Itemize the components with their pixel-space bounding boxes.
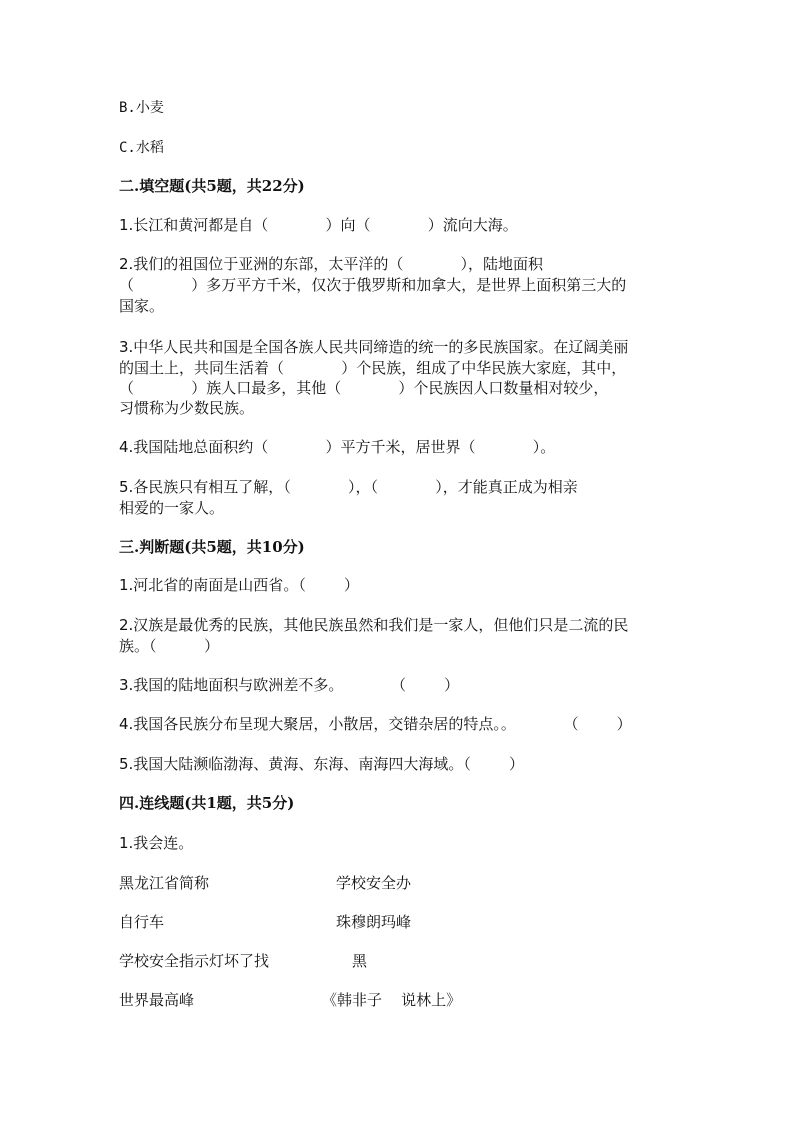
- matching-left-item: 自行车: [119, 913, 165, 931]
- fill-question-5-line-1: 5.各民族只有相互了解，（ ），（ ），才能真正成为相亲: [119, 478, 578, 496]
- option-c: C.水稻: [119, 140, 164, 156]
- matching-left-item: 世界最高峰: [119, 991, 195, 1009]
- section-heading-fill-blank: 二.填空题(共5题，共22分): [119, 177, 305, 195]
- tf-question-4: 4.我国各民族分布呈现大聚居，小散居，交错杂居的特点。。 （ ）: [119, 715, 632, 733]
- tf-question-1: 1.河北省的南面是山西省。（ ）: [119, 576, 359, 594]
- fill-question-3-line-2: 的国土上，共同生活着（ ）个民族，组成了中华民族大家庭，其中，: [119, 359, 627, 377]
- tf-question-2-line-2: 族。（ ）: [119, 637, 220, 655]
- matching-right-item: 《韩非子 说林上》: [322, 991, 462, 1009]
- fill-question-2-line-2: （ ）多万平方千米，仅次于俄罗斯和加拿大，是世界上面积第三大的: [119, 276, 627, 294]
- section-heading-true-false: 三.判断题(共5题，共10分): [119, 538, 305, 556]
- tf-question-2-line-1: 2.汉族是最优秀的民族，其他民族虽然和我们是一家人，但他们只是二流的民: [119, 616, 629, 634]
- matching-left-item: 学校安全指示灯坏了找: [119, 952, 270, 970]
- matching-right-item: 珠穆朗玛峰: [336, 913, 412, 931]
- fill-question-5-line-2: 相爱的一家人。: [119, 499, 225, 517]
- option-b: B.小麦: [119, 100, 164, 116]
- fill-question-2-line-1: 2.我们的祖国位于亚洲的东部，太平洋的（ ），陆地面积: [119, 255, 544, 273]
- fill-question-2-line-3: 国家。: [119, 297, 165, 315]
- fill-question-4: 4.我国陆地总面积约（ ）平方千米，居世界（ ）。: [119, 438, 556, 456]
- matching-right-item: 黑: [352, 952, 368, 970]
- matching-question-1: 1.我会连。: [119, 834, 194, 852]
- fill-question-3-line-4: 习惯称为少数民族。: [119, 399, 255, 417]
- tf-question-3: 3.我国的陆地面积与欧洲差不多。 （ ）: [119, 676, 460, 694]
- matching-right-item: 学校安全办: [336, 874, 412, 892]
- tf-question-5: 5.我国大陆濒临渤海、黄海、东海、南海四大海域。（ ）: [119, 755, 524, 773]
- fill-question-3-line-1: 3.中华人民共和国是全国各族人民共同缔造的统一的多民族国家。在辽阔美丽: [119, 338, 629, 356]
- fill-question-1: 1.长江和黄河都是自（ ）向（ ）流向大海。: [119, 216, 518, 234]
- fill-question-3-line-3: （ ）族人口最多，其他（ ）个民族因人口数量相对较少，: [119, 379, 609, 397]
- section-heading-matching: 四.连线题(共1题，共5分): [119, 794, 295, 812]
- matching-left-item: 黑龙江省简称: [119, 874, 210, 892]
